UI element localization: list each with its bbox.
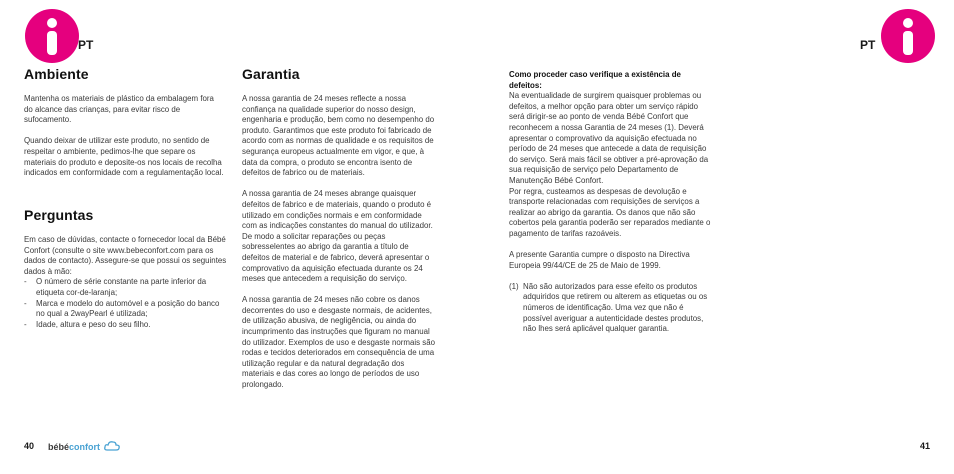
directive-paragraph: A presente Garantia cumpre o disposto na Directiva Europeia 99/44/CE de 25 de Maio de 1999. — [509, 250, 690, 270]
logo-text-part2: confort — [69, 442, 101, 452]
perguntas-heading: Perguntas — [24, 207, 94, 223]
list-item: - Idade, altura e peso do seu filho. — [24, 320, 229, 331]
list-item: - O número de série constante na parte inferior da etiqueta cor-de-laranja; — [24, 277, 229, 298]
perguntas-list — [24, 277, 229, 330]
footnote-text: Não são autorizados para esse efeito os produtos adquiridos que retirem ou alterem as etiquetas ou os números de identificação. Uma vez que não é possível averiguar a autenticidade destes produtos, não lhes será aplicável qualquer garantia. — [523, 281, 708, 334]
garantia-paragraph: A nossa garantia de 24 meses não cobre os danos decorrentes do uso e desgaste normais, de acidentes, de utilização abusiva, de negligência, ou ainda do incumprimento das instruções que figuram no manual do utilizador. Exemplos de uso e desgaste normais são rodas e tecidos deteriorados em consequência de uma utilização regular e da natural degradação dos materiais e das cores ao longo de períodos de uso prolongado. — [242, 295, 435, 390]
defects-paragraph: Por regra, custeamos as despesas de devolução e transporte relacionadas com requisições de serviços a realizar ao abrigo da garantia. Os danos que não são cobertos pela garantia poderão ser reparados mediante o pagamento de tarifas razoáveis. — [509, 186, 711, 238]
logo-text-part1: bébé — [48, 442, 70, 452]
ambiente-paragraph: Quando deixar de utilizar este produto, no sentido de respeitar o ambiente, pedimos-lhe que separe os materiais do produto e deposite-os nos locais de recolha indicados em conformidade com a regulamentação local. — [24, 136, 224, 178]
ambiente-heading: Ambiente — [24, 66, 89, 82]
page-number: 40 — [24, 441, 35, 451]
page-number: 41 — [920, 441, 931, 451]
garantia-paragraph: A nossa garantia de 24 meses abrange quaisquer defeitos de fabrico e de materiais, quando o produto é utilizado em condições normais e em conformidade com as indicações constantes do manual do utilizador. De modo a solicitar reparações ou peças sobresselentes ao abrigo da garantia a título de defeitos de material e de fabrico, deverá apresentar o comprovativo da aquisição efectuada durante os 24 meses que antecedem a requisição do serviço. — [242, 189, 433, 284]
defects-paragraph: Na eventualidade de surgirem quaisquer problemas ou defeitos, a melhor opção para obter um serviço rápido será dirigir-se ao ponto de venda Bébé Confort que reconhecem a nossa Garantia de 24 meses (1). Deverá apresentar o comprovativo da aquisição efectuada no período de 24 meses que antecede a data de requisição do serviço. Será mais fácil se obtiver a pré-aprovação da sua requisição de serviço pelo Departamento de Manutenção Bébé Confort. — [509, 91, 709, 185]
list-item: - Marca e modelo do automóvel e a posição do banco no qual a 2wayPearl é utilizada; — [24, 299, 229, 320]
garantia-heading: Garantia — [242, 66, 300, 82]
ambiente-section — [24, 66, 224, 179]
garantia-paragraph: A nossa garantia de 24 meses reflecte a nossa confiança na qualidade superior do nosso design, engenharia e produção, bem como no desempenho do produto. Garantimos que este produto foi fabricado de acordo com as normas de qualidade e os requisitos de segurança europeus actualmente em vigor, e que, à data da compra, o produto se encontra isento de defeitos de fabrico ou de materiais. — [242, 94, 435, 178]
footnote-marker: (1) — [509, 281, 519, 291]
perguntas-section — [24, 207, 229, 330]
info-badge-icon — [880, 8, 936, 64]
ambiente-paragraph: Mantenha os materiais de plástico da embalagem fora do alcance das crianças, para evitar risco de sufocamento. — [24, 94, 214, 125]
language-label: PT — [78, 38, 94, 52]
language-label: PT — [860, 38, 876, 52]
brand-logo — [48, 442, 100, 452]
cloud-logo-icon — [104, 440, 120, 452]
info-badge-icon — [24, 8, 80, 64]
defects-heading: Como proceder caso verifique a existência de defeitos: — [509, 70, 681, 90]
perguntas-paragraph: Em caso de dúvidas, contacte o fornecedor local da Bébé Confort (consulte o site www.bebeconfort.com para os dados de contacto). Assegure-se que possui os seguintes dados à mão: — [24, 235, 227, 276]
garantia-section — [242, 66, 437, 391]
defects-section — [509, 70, 714, 335]
right-page — [477, 0, 954, 474]
footnote — [509, 282, 714, 335]
